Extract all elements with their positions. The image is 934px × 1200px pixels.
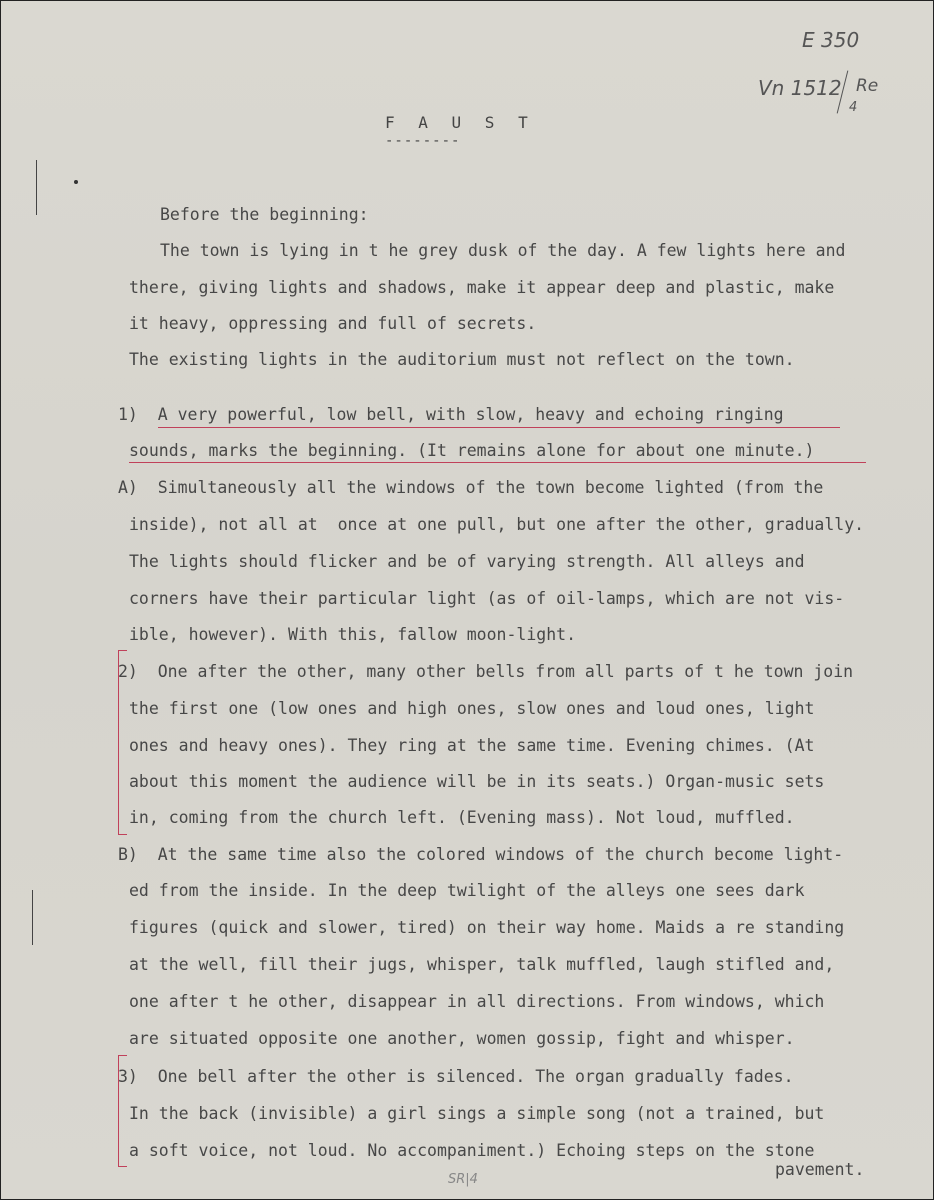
margin-dot-top	[74, 180, 78, 184]
text-line: inside), not all at once at one pull, but one after the other, gradually.	[129, 515, 865, 534]
text-line: The existing lights in the auditorium must not reflect on the town.	[129, 350, 795, 369]
red-underline	[158, 427, 840, 428]
text-line: one after t he other, disappear in all directions. From windows, which	[129, 992, 825, 1011]
text-line: 2) One after the other, many other bells from all parts of t he town join	[118, 662, 854, 681]
text-line: 3) One bell after the other is silenced. The organ gradually fades.	[118, 1067, 794, 1086]
text-line: A) Simultaneously all the windows of the town become lighted (from the	[118, 478, 824, 497]
reference-sub-annotation: 4	[849, 100, 858, 115]
text-line: ible, however). With this, fallow moon-light.	[129, 625, 577, 644]
text-line: at the well, fill their jugs, whisper, talk muffled, laugh stifled and,	[129, 955, 835, 974]
text-line: sounds, marks the beginning. (It remains alone for about one minute.)	[129, 441, 815, 460]
text-line: about this moment the audience will be in its seats.) Organ-music sets	[129, 772, 825, 791]
title-underline: --------	[385, 133, 461, 149]
page-stamp: SR|4	[448, 1172, 478, 1187]
text-line: a soft voice, not loud. No accompaniment.) Echoing steps on the stone	[129, 1141, 815, 1160]
text-line: the first one (low ones and high ones, slow ones and loud ones, light	[129, 699, 815, 718]
text-line: The town is lying in t he grey dusk of the day. A few lights here and	[160, 241, 846, 260]
text-line: Before the beginning:	[160, 205, 369, 224]
margin-mark-top	[36, 160, 37, 215]
text-line: ones and heavy ones). They ring at the same time. Evening chimes. (At	[129, 736, 815, 755]
text-line: In the back (invisible) a girl sings a simple song (not a trained, but	[129, 1104, 825, 1123]
red-underline	[129, 462, 866, 463]
catalog-annotation: E 350	[802, 28, 860, 52]
margin-mark-bottom	[32, 890, 33, 945]
text-line: figures (quick and slower, tired) on their way home. Maids a re standing	[129, 918, 845, 937]
text-line: ed from the inside. In the deep twilight of the alleys one sees dark	[129, 881, 805, 900]
text-line: it heavy, oppressing and full of secrets.	[129, 314, 537, 333]
text-line: there, giving lights and shadows, make it appear deep and plastic, make	[129, 278, 835, 297]
page-title: F A U S T	[385, 113, 535, 132]
reference-suffix-annotation: Re	[856, 76, 879, 96]
reference-annotation: Vn 1512	[758, 76, 842, 100]
text-line: pavement.	[775, 1160, 865, 1179]
text-line: are situated opposite one another, women gossip, fight and whisper.	[129, 1029, 795, 1048]
text-line: corners have their particular light (as of oil-lamps, which are not vis-	[129, 589, 845, 608]
text-line: The lights should flicker and be of varying strength. All alleys and	[129, 552, 805, 571]
text-line: in, coming from the church left. (Evening mass). Not loud, muffled.	[129, 808, 795, 827]
text-line: B) At the same time also the colored windows of the church become light-	[118, 845, 844, 864]
text-line: 1) A very powerful, low bell, with slow, heavy and echoing ringing	[118, 405, 784, 424]
